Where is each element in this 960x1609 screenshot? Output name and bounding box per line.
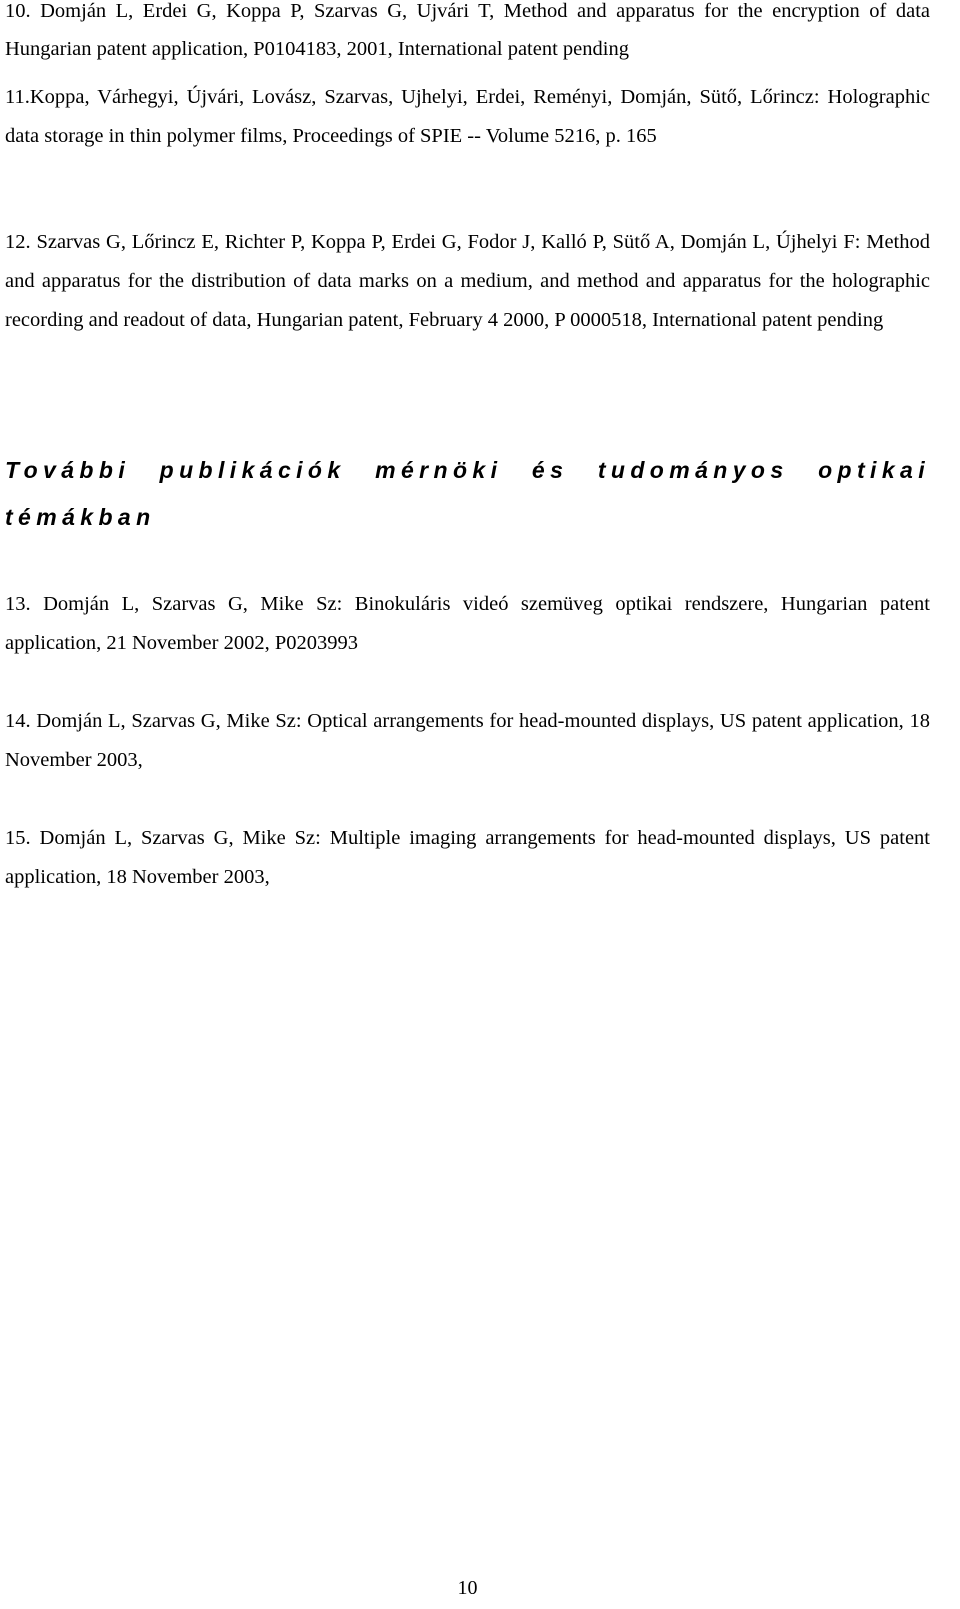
section-heading: További publikációk mérnöki és tudományos optikai témákban <box>5 457 930 530</box>
page-number: 10 <box>457 1577 478 1599</box>
reference-item-13: 13. Domján L, Szarvas G, Mike Sz: Binokuláris videó szemüveg optikai rendszere, Hungarian patent application, 21 November 2002, P0203993 <box>5 593 930 654</box>
reference-item-11: 11.Koppa, Várhegyi, Újvári, Lovász, Szarvas, Ujhelyi, Erdei, Reményi, Domján, Sütő, Lőrincz: Holographic data storage in thin polymer films, Proceedings of SPIE -- Volume 5216, p. 165 <box>5 86 930 147</box>
reference-item-14: 14. Domján L, Szarvas G, Mike Sz: Optical arrangements for head-mounted displays, US patent application, 18 November 2003, <box>5 710 930 771</box>
reference-item-10: 10. Domján L, Erdei G, Koppa P, Szarvas G, Ujvári T, Method and apparatus for the encryption of data Hungarian patent application, P0104183, 2001, International patent pending <box>5 0 930 60</box>
reference-item-12: 12. Szarvas G, Lőrincz E, Richter P, Koppa P, Erdei G, Fodor J, Kalló P, Sütő A, Domján L, Újhelyi F: Method and apparatus for the distribution of data marks on a medium, and method and apparatus for the holographic recording and readout of data, Hungarian patent, February 4 2000, P 0000518, International patent pending <box>5 231 930 331</box>
reference-item-15: 15. Domján L, Szarvas G, Mike Sz: Multiple imaging arrangements for head-mounted displays, US patent application, 18 November 2003, <box>5 827 930 888</box>
